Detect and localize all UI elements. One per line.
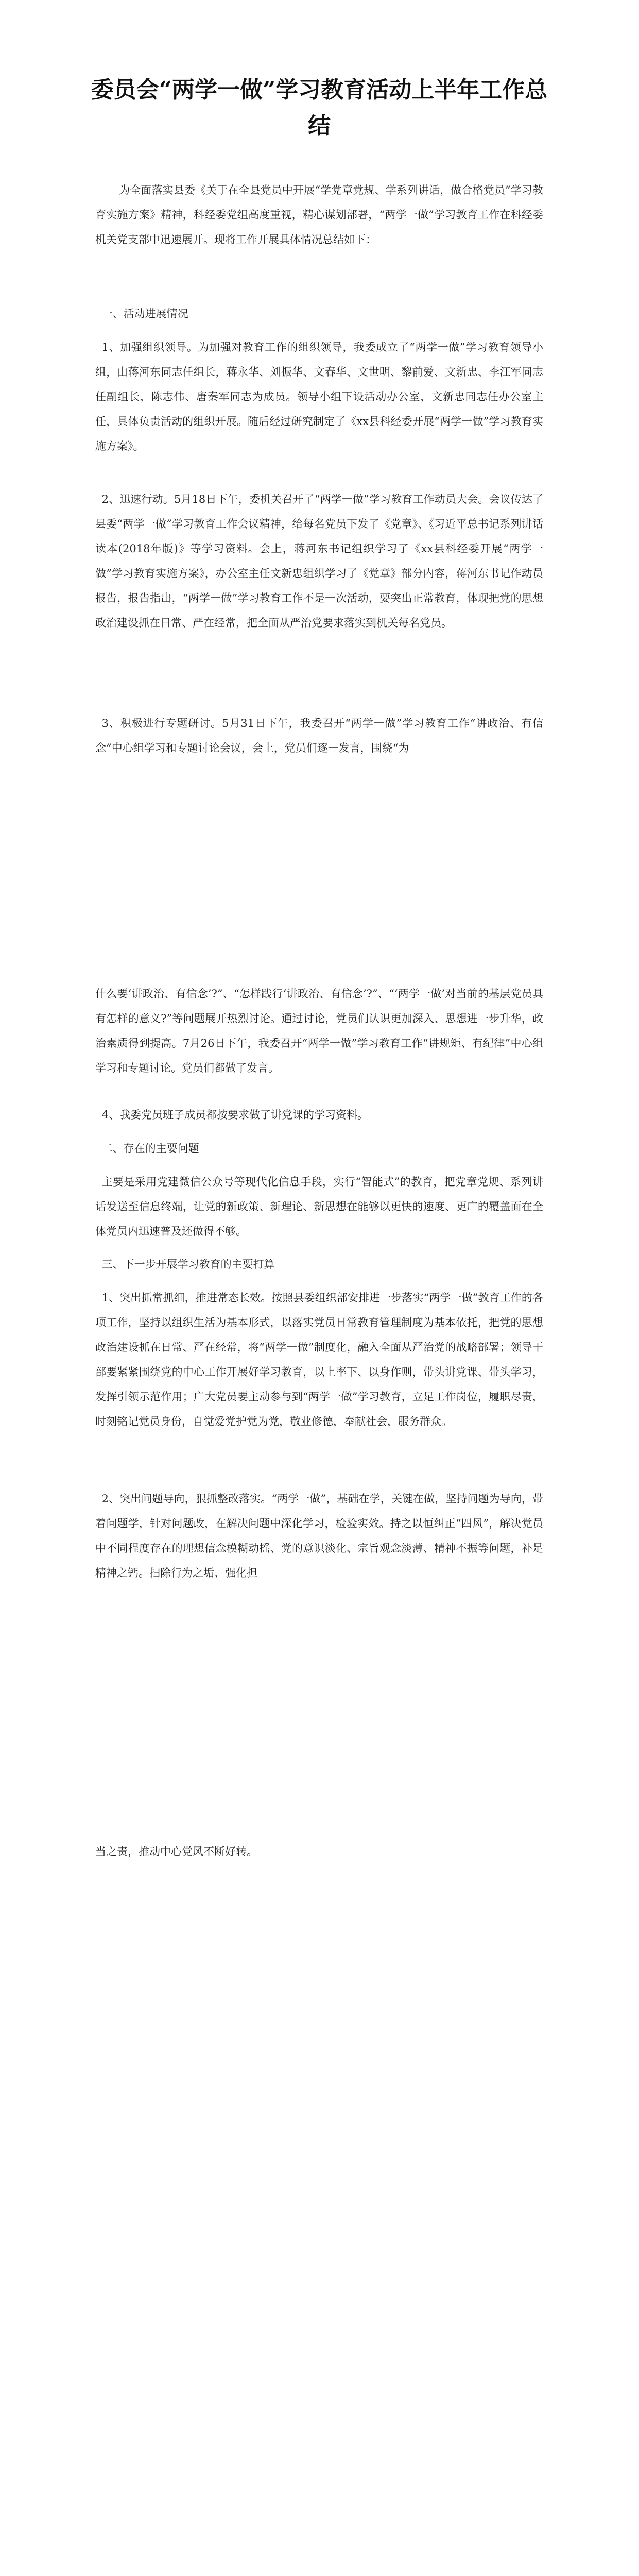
- intro-paragraph: 为全面落实县委《关于在全县党员中开展“学党章党规、学系列讲话，做合格党员”学习教育实施方案》精神，科经委党组高度重视，精心谋划部署，“两学一做”学习教育工作在科经委机关党支部中迅速展开。现将工作开展具体情况总结如下：: [95, 184, 543, 246]
- paragraph-organization: 1、加强组织领导。为加强对教育工作的组织领导，我委成立了“两学一做”学习教育领导小组，由蒋河东同志任组长，蒋永华、刘振华、文春华、文世明、黎前爱、文新忠、李江军同志任副组长，陈志伟、唐秦军同志为成员。领导小组下设活动办公室，文新忠同志任办公室主任，具体负责活动的组织开展。随后经过研究制定了《xx县科经委开展“两学一做”学习教育实施方案》。: [95, 341, 543, 452]
- paragraph-party-lessons: 4、我委党员班子成员都按要求做了讲党课的学习资料。: [101, 1109, 368, 1121]
- paragraph-plan-normalization: 1、突出抓常抓细，推进常态长效。按照县委组织部安排进一步落实“两学一做”教育工作的各项工作，坚持以组织生活为基本形式，以落实党员日常教育管理制度为基本依托，把党的思想政治建设抓在日常、严在经常，将“两学一做”制度化，融入全面从严治党的战略部署；领导干部要紧紧围绕党的中心工作开展好学习教育，以上率下、以身作则，带头讲党课、带头学习，发挥引领示范作用；广大党员要主动参与到“两学一做”学习教育，立足工作岗位，履职尽责，时刻铭记党员身份，自觉爱党护党为党，敬业修德，奉献社会，服务群众。: [95, 1292, 543, 1428]
- paragraph-seminar-start: 3、积极进行专题研讨。5月31日下午，我委召开“两学一做”学习教育工作“讲政治、有信念”中心组学习和专题讨论会议，会上，党员们逐一发言，围绕“为: [95, 717, 543, 754]
- paragraph-rapid-action: 2、迅速行动。5月18日下午，委机关召开了“两学一做”学习教育工作动员大会。会议传达了县委“两学一做”学习教育工作会议精神，给每名党员下发了《党章》、《习近平总书记系列讲话读本(2018年版)》等学习资料。会上，蒋河东书记组织学习了《xx县科经委开展“两学一做”学习教育实施方案》，办公室主任文新忠组织学习了《党章》部分内容，蒋河东书记作动员报告，报告指出，“两学一做”学习教育工作不是一次活动，要突出正常教育，体现把党的思想政治建设抓在日常、严在经常，把全面从严治党要求落实到机关每名党员。: [95, 493, 543, 629]
- paragraph-seminar-continued: 什么要‘讲政治、有信念’?”、“怎样践行‘讲政治、有信念’?”、“‘两学一做’对当前的基层党员具有怎样的意义?”等问题展开热烈讨论。通过讨论，党员们认识更加深入、思想进一步升华，政治素质得到提高。7月26日下午，我委召开“两学一做”学习教育工作“讲规矩、有纪律”中心组学习和专题讨论。党员们都做了发言。: [95, 988, 543, 1074]
- paragraph-plan-problem-oriented: 2、突出问题导向，狠抓整改落实。“两学一做”，基础在学，关键在做，坚持问题为导向，带着问题学，针对问题改，在解决问题中深化学习，检验实效。持之以恒纠正“四风”，解决党员中不同程度存在的理想信念模糊动摇、党的意识淡化、宗旨观念淡薄、精神不振等问题，补足精神之钙。扫除行为之垢、强化担: [95, 1493, 543, 1579]
- section-heading-problems: 二、存在的主要问题: [101, 1142, 199, 1155]
- paragraph-problems: 主要是采用党建微信公众号等现代化信息手段，实行“智能式”的教育，把党章党规、系列讲话发送至信息终端，让党的新政策、新理论、新思想在能够以更快的速度、更广的覆盖面在全体党员内迅速普及还做得不够。: [95, 1176, 543, 1238]
- section-heading-plans: 三、下一步开展学习教育的主要打算: [101, 1258, 275, 1270]
- paragraph-conclusion: 当之责，推动中心党风不断好转。: [95, 1845, 257, 1858]
- section-heading-progress: 一、活动进展情况: [101, 308, 188, 320]
- document-title: 委员会“两学一做”学习教育活动上半年工作总结: [91, 77, 548, 139]
